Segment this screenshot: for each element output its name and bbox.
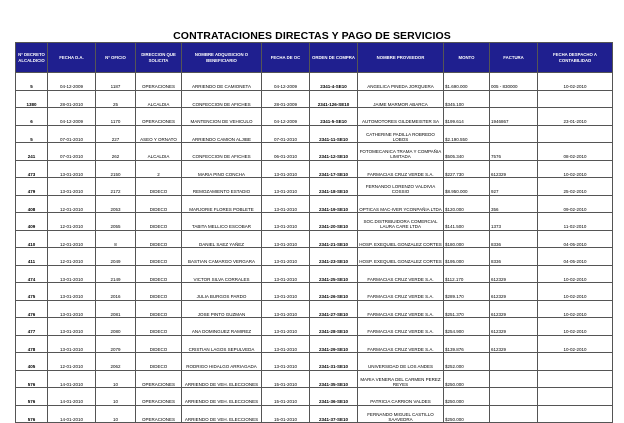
- cell-factura: [490, 353, 538, 371]
- cell-fecha-despacho: [538, 370, 613, 388]
- table-row: [16, 405, 613, 423]
- cell-orden-compra: 2341-36-SE10: [310, 388, 358, 406]
- cell-direccion: DIDECO: [136, 265, 182, 283]
- cell-direccion: OPERACIONES: [136, 388, 182, 406]
- cell-proveedor: SOC.DISTRIBUIDORA COMERCIAL LAURA CARE LTDA: [358, 213, 444, 231]
- cell-oficio: 1187: [96, 73, 136, 91]
- col-header-proveedor: NOMBRE PROVEEDOR: [358, 43, 444, 73]
- cell-factura: 7576: [490, 143, 538, 161]
- cell-fecha-oc: 13-01-2010: [262, 160, 310, 178]
- cell-fecha-oc: 07-01-2010: [262, 125, 310, 143]
- cell-monto: $505.340: [444, 143, 490, 161]
- cell-monto: $252.000: [444, 353, 490, 371]
- cell-oficio: 2062: [96, 353, 136, 371]
- cell-decreto: 576: [16, 370, 48, 388]
- cell-direccion: DIDECO: [136, 195, 182, 213]
- cell-orden-compra: 2341-19-SE10: [310, 195, 358, 213]
- cell-oficio: 2149: [96, 265, 136, 283]
- cell-monto: $139.876: [444, 335, 490, 353]
- cell-nombre-adquisicion: RODRIGO HIDALGO ARRIAGADA: [182, 353, 262, 371]
- cell-fecha-da: 13-01-2010: [48, 283, 96, 301]
- cell-nombre-adquisicion: ANA DOMINGUEZ RAMIREZ: [182, 318, 262, 336]
- cell-monto: $345.100: [444, 90, 490, 108]
- cell-orden-compra: 2341-17-SE10: [310, 160, 358, 178]
- cell-fecha-da: 12-01-2010: [48, 195, 96, 213]
- cell-nombre-adquisicion: ARRIENDO DE CAMIONETA: [182, 73, 262, 91]
- cell-decreto: 6: [16, 108, 48, 126]
- cell-monto: $120.000: [444, 195, 490, 213]
- cell-factura: [490, 370, 538, 388]
- cell-decreto: 473: [16, 160, 48, 178]
- cell-fecha-oc: 28-01-2009: [262, 90, 310, 108]
- cell-orden-compra: 2341-4-SE10: [310, 73, 358, 91]
- cell-factura: 8336: [490, 230, 538, 248]
- cell-decreto: 475: [16, 283, 48, 301]
- cell-factura: [490, 388, 538, 406]
- cell-orden-compra: 2341-126-SE10: [310, 90, 358, 108]
- cell-monto: $1.690.000: [444, 73, 490, 91]
- table-row: [16, 248, 613, 266]
- cell-fecha-despacho: 11-02-2010: [538, 213, 613, 231]
- cell-factura: [490, 125, 538, 143]
- cell-factura: 1373: [490, 213, 538, 231]
- cell-monto: $250.000: [444, 370, 490, 388]
- table-row: [16, 300, 613, 318]
- cell-oficio: 227: [96, 125, 136, 143]
- cell-decreto: 479: [16, 178, 48, 196]
- cell-direccion: DIDECO: [136, 248, 182, 266]
- cell-monto: $180.000: [444, 230, 490, 248]
- cell-oficio: 1170: [96, 108, 136, 126]
- table-row: [16, 265, 613, 283]
- cell-monto: $250.000: [444, 405, 490, 423]
- cell-direccion: ALCALDIA: [136, 143, 182, 161]
- table-row: [16, 335, 613, 353]
- cell-direccion: ALCALDIA: [136, 90, 182, 108]
- cell-fecha-da: 14-01-2010: [48, 370, 96, 388]
- col-header-factura: FACTURA: [490, 43, 538, 73]
- cell-oficio: 25: [96, 90, 136, 108]
- cell-decreto: 5: [16, 73, 48, 91]
- cell-fecha-da: 07-01-2010: [48, 143, 96, 161]
- cell-monto: $251.370: [444, 300, 490, 318]
- cell-direccion: DIDECO: [136, 178, 182, 196]
- cell-nombre-adquisicion: VICTOR SILVA CORRALES: [182, 265, 262, 283]
- table-row: [16, 143, 613, 161]
- cell-nombre-adquisicion: ARRIENDO DE VEH. ELECCIONES: [182, 370, 262, 388]
- cell-fecha-despacho: [538, 125, 613, 143]
- cell-monto: $8.950.000: [444, 178, 490, 196]
- cell-monto: $195.000: [444, 248, 490, 266]
- cell-fecha-oc: 13-01-2010: [262, 178, 310, 196]
- cell-fecha-oc: 13-01-2010: [262, 248, 310, 266]
- table-row: [16, 90, 613, 108]
- cell-fecha-despacho: 10-02-2010: [538, 300, 613, 318]
- cell-monto: $227.730: [444, 160, 490, 178]
- table-row: [16, 108, 613, 126]
- cell-nombre-adquisicion: JOSE PINTO GUZMAN: [182, 300, 262, 318]
- cell-fecha-oc: 13-01-2010: [262, 318, 310, 336]
- cell-proveedor: HOSP. EXEQUIEL GONZALEZ CORTES: [358, 230, 444, 248]
- cell-factura: 612329: [490, 335, 538, 353]
- cell-nombre-adquisicion: MARJORIE FLORES POBLETE: [182, 195, 262, 213]
- cell-fecha-despacho: 10-02-2010: [538, 160, 613, 178]
- cell-proveedor: FARMACIAS CRUZ VERDE S.A.: [358, 300, 444, 318]
- cell-oficio: 262: [96, 143, 136, 161]
- cell-oficio: 2055: [96, 213, 136, 231]
- cell-orden-compra: 2341-21-SE10: [310, 230, 358, 248]
- cell-factura: 8336: [490, 248, 538, 266]
- cell-fecha-da: 07-01-2010: [48, 125, 96, 143]
- cell-direccion: OPERACIONES: [136, 405, 182, 423]
- cell-monto: $2.190.550: [444, 125, 490, 143]
- cell-oficio: 10: [96, 405, 136, 423]
- cell-nombre-adquisicion: REMOZAMIENTO ESTADIO: [182, 178, 262, 196]
- cell-decreto: 477: [16, 318, 48, 336]
- table-row: [16, 213, 613, 231]
- cell-decreto: 241: [16, 143, 48, 161]
- cell-nombre-adquisicion: MANTENCION DE VEHICULO: [182, 108, 262, 126]
- table-row: [16, 73, 613, 91]
- cell-factura: 612329: [490, 300, 538, 318]
- cell-fecha-oc: 13-01-2010: [262, 195, 310, 213]
- cell-proveedor: FOTOMECANICA TRAMA Y COMPAÑIA LIMITADA: [358, 143, 444, 161]
- cell-decreto: 409: [16, 213, 48, 231]
- cell-orden-compra: 2341-18-SE10: [310, 178, 358, 196]
- cell-orden-compra: 2341-26-SE10: [310, 283, 358, 301]
- cell-proveedor: CATHERINE PADILLA ROBREDO LOBOS: [358, 125, 444, 143]
- cell-proveedor: FARMACIAS CRUZ VERDE S.A.: [358, 160, 444, 178]
- cell-monto: $141.500: [444, 213, 490, 231]
- cell-fecha-despacho: 25-02-2010: [538, 178, 613, 196]
- cell-direccion: OPERACIONES: [136, 73, 182, 91]
- cell-fecha-despacho: [538, 353, 613, 371]
- cell-fecha-da: 12-01-2010: [48, 213, 96, 231]
- cell-decreto: 476: [16, 300, 48, 318]
- cell-fecha-da: 12-01-2010: [48, 248, 96, 266]
- col-header-fecha-despacho: FECHA DESPACHO A CONTABILIDAD: [538, 43, 613, 73]
- cell-decreto: 474: [16, 265, 48, 283]
- cell-fecha-despacho: 08-02-2010: [538, 143, 613, 161]
- cell-proveedor: FARMACIAS CRUZ VERDE S.A.: [358, 335, 444, 353]
- cell-factura: [490, 405, 538, 423]
- cell-direccion: DIDECO: [136, 213, 182, 231]
- cell-fecha-da: 13-01-2010: [48, 335, 96, 353]
- cell-oficio: 8: [96, 230, 136, 248]
- cell-fecha-despacho: 10-02-2010: [538, 265, 613, 283]
- cell-orden-compra: 2341-5-SE10: [310, 108, 358, 126]
- col-header-orden-compra: ORDEN DE COMPRA: [310, 43, 358, 73]
- cell-oficio: 10: [96, 370, 136, 388]
- cell-factura: 612329: [490, 265, 538, 283]
- table-row: [16, 353, 613, 371]
- col-header-nombre-adquisicion: NOMBRE ADQUISICION O BENEFICIARIO: [182, 43, 262, 73]
- cell-monto: $250.000: [444, 388, 490, 406]
- cell-fecha-despacho: 10-02-2010: [538, 335, 613, 353]
- cell-fecha-da: 14-01-2010: [48, 388, 96, 406]
- cell-decreto: 408: [16, 195, 48, 213]
- cell-fecha-da: 28-01-2010: [48, 90, 96, 108]
- cell-direccion: DIDECO: [136, 318, 182, 336]
- cell-fecha-despacho: [538, 90, 613, 108]
- cell-proveedor: JAIME MARMOR ABARCA: [358, 90, 444, 108]
- cell-decreto: 410: [16, 230, 48, 248]
- cell-fecha-da: 12-01-2010: [48, 230, 96, 248]
- cell-factura: 612329: [490, 318, 538, 336]
- cell-fecha-da: 13-01-2010: [48, 300, 96, 318]
- col-header-monto: MONTO: [444, 43, 490, 73]
- table-header-row: [16, 43, 613, 73]
- cell-nombre-adquisicion: CRISTIAN LAGOS SEPULVEDA: [182, 335, 262, 353]
- cell-proveedor: HOSP. EXEQUIEL GONZALEZ CORTES: [358, 248, 444, 266]
- cell-fecha-oc: 15-01-2010: [262, 405, 310, 423]
- cell-orden-compra: 2341-25-SE10: [310, 265, 358, 283]
- cell-nombre-adquisicion: ARRIENDO DE VEH. ELECCIONES: [182, 405, 262, 423]
- cell-fecha-despacho: [538, 388, 613, 406]
- cell-fecha-oc: 13-01-2010: [262, 335, 310, 353]
- cell-fecha-despacho: 04-05-2010: [538, 248, 613, 266]
- cell-proveedor: FARMACIAS CRUZ VERDE S.A.: [358, 265, 444, 283]
- cell-monto: $112.170: [444, 265, 490, 283]
- table-row: [16, 230, 613, 248]
- cell-proveedor: FARMACIAS CRUZ VERDE S.A.: [358, 283, 444, 301]
- table-row: [16, 195, 613, 213]
- cell-fecha-da: 13-01-2010: [48, 265, 96, 283]
- cell-direccion: DIDECO: [136, 283, 182, 301]
- cell-fecha-oc: 13-01-2010: [262, 265, 310, 283]
- cell-factura: 005 - 830000: [490, 73, 538, 91]
- cell-fecha-da: 14-01-2010: [48, 405, 96, 423]
- cell-oficio: 2080: [96, 318, 136, 336]
- cell-factura: 356: [490, 195, 538, 213]
- cell-fecha-oc: 15-01-2010: [262, 370, 310, 388]
- cell-oficio: 2079: [96, 335, 136, 353]
- cell-decreto: 405: [16, 353, 48, 371]
- cell-fecha-despacho: 09-02-2010: [538, 195, 613, 213]
- cell-proveedor: AUTOMOTORES GILDEMEISTER SA: [358, 108, 444, 126]
- cell-fecha-oc: 13-01-2010: [262, 213, 310, 231]
- cell-nombre-adquisicion: ARRIENDO DE VEH. ELECCIONES: [182, 388, 262, 406]
- cell-fecha-oc: 15-01-2010: [262, 388, 310, 406]
- cell-nombre-adquisicion: JULIA BURGOS PARDO: [182, 283, 262, 301]
- cell-direccion: ASEO Y ORNATO: [136, 125, 182, 143]
- cell-proveedor: FARMACIAS CRUZ VERDE S.A.: [358, 318, 444, 336]
- cell-fecha-oc: 04-12-2009: [262, 108, 310, 126]
- table-row: [16, 388, 613, 406]
- cell-oficio: 2016: [96, 283, 136, 301]
- cell-nombre-adquisicion: ARRIENDO CAMION ALJIBE: [182, 125, 262, 143]
- cell-fecha-despacho: 10-02-2010: [538, 73, 613, 91]
- cell-decreto: 1380: [16, 90, 48, 108]
- cell-proveedor: ANGELICA PINEDA JORQUERA: [358, 73, 444, 91]
- cell-proveedor: FERNANDO LORENZO VALDIVIA COSSIO: [358, 178, 444, 196]
- col-header-oficio: Nº OFICIO: [96, 43, 136, 73]
- cell-orden-compra: 2341-29-SE10: [310, 335, 358, 353]
- cell-factura: 1946867: [490, 108, 538, 126]
- cell-direccion: 2: [136, 160, 182, 178]
- cell-decreto: 576: [16, 405, 48, 423]
- cell-decreto: 411: [16, 248, 48, 266]
- cell-orden-compra: 2341-27-SE10: [310, 300, 358, 318]
- cell-fecha-da: 13-01-2010: [48, 160, 96, 178]
- cell-direccion: DIDECO: [136, 230, 182, 248]
- cell-fecha-oc: 04-12-2009: [262, 73, 310, 91]
- cell-fecha-despacho: 10-02-2010: [538, 283, 613, 301]
- cell-nombre-adquisicion: CONFECCION DE AFICHES: [182, 143, 262, 161]
- cell-proveedor: PATRICIA CARRION VALDES: [358, 388, 444, 406]
- cell-nombre-adquisicion: TABITA MELLICO ESCOBAR: [182, 213, 262, 231]
- cell-fecha-da: 13-01-2010: [48, 318, 96, 336]
- cell-proveedor: MARIA VENERA DEL CARMEN PEREZ REYES: [358, 370, 444, 388]
- cell-monto: $289.170: [444, 283, 490, 301]
- cell-direccion: DIDECO: [136, 300, 182, 318]
- cell-monto: $254.900: [444, 318, 490, 336]
- cell-fecha-da: 12-01-2010: [48, 353, 96, 371]
- cell-oficio: 2053: [96, 195, 136, 213]
- cell-fecha-oc: 13-01-2010: [262, 353, 310, 371]
- table-row: [16, 370, 613, 388]
- cell-fecha-oc: 13-01-2010: [262, 300, 310, 318]
- cell-fecha-oc: 06-01-2010: [262, 143, 310, 161]
- cell-proveedor: UNIVERSIDAD DE LOS ANDES: [358, 353, 444, 371]
- page-title: CONTRATACIONES DIRECTAS Y PAGO DE SERVICIOS: [173, 30, 451, 42]
- cell-orden-compra: 2341-37-SE10: [310, 405, 358, 423]
- cell-fecha-despacho: 10-02-2010: [538, 318, 613, 336]
- cell-fecha-oc: 13-01-2010: [262, 283, 310, 301]
- cell-direccion: OPERACIONES: [136, 370, 182, 388]
- cell-oficio: 2049: [96, 248, 136, 266]
- cell-nombre-adquisicion: BASTIAN CAMARGO VERGARA: [182, 248, 262, 266]
- cell-nombre-adquisicion: CONFECCION DE AFICHES: [182, 90, 262, 108]
- col-header-fecha-oc: FECHA DE OC: [262, 43, 310, 73]
- contracts-table: [15, 42, 613, 423]
- cell-direccion: OPERACIONES: [136, 108, 182, 126]
- cell-fecha-da: 13-01-2010: [48, 178, 96, 196]
- cell-oficio: 2081: [96, 300, 136, 318]
- cell-orden-compra: 2341-23-SE10: [310, 248, 358, 266]
- cell-orden-compra: 2341-28-SE10: [310, 318, 358, 336]
- cell-proveedor: FERNANDO MIGUEL CASTILLO SAAVEDRA: [358, 405, 444, 423]
- cell-proveedor: OPTICAS MAC-IVER YCONPAÑIA LTDA: [358, 195, 444, 213]
- table-row: [16, 178, 613, 196]
- cell-oficio: 2172: [96, 178, 136, 196]
- cell-fecha-da: 04-12-2009: [48, 108, 96, 126]
- col-header-decreto: Nº DECRETO ALCALDICIO: [16, 43, 48, 73]
- table-row: [16, 318, 613, 336]
- cell-nombre-adquisicion: DANIEL SAEZ YAÑEZ: [182, 230, 262, 248]
- cell-decreto: 478: [16, 335, 48, 353]
- cell-orden-compra: 2341-11-SE10: [310, 125, 358, 143]
- cell-decreto: 5: [16, 125, 48, 143]
- cell-orden-compra: 2341-35-SE10: [310, 370, 358, 388]
- cell-factura: 612329: [490, 160, 538, 178]
- table-row: [16, 160, 613, 178]
- cell-oficio: 10: [96, 388, 136, 406]
- cell-factura: 927: [490, 178, 538, 196]
- cell-direccion: DIDECO: [136, 335, 182, 353]
- col-header-fecha-da: FECHA D.A.: [48, 43, 96, 73]
- cell-monto: $199.614: [444, 108, 490, 126]
- cell-orden-compra: 2341-20-SE10: [310, 213, 358, 231]
- cell-factura: 612329: [490, 283, 538, 301]
- table-row: [16, 125, 613, 143]
- cell-fecha-da: 04-12-2009: [48, 73, 96, 91]
- table-row: [16, 283, 613, 301]
- cell-nombre-adquisicion: MARIA PINO CONCHA: [182, 160, 262, 178]
- cell-decreto: 576: [16, 388, 48, 406]
- cell-fecha-despacho: 23-01-2010: [538, 108, 613, 126]
- cell-orden-compra: 2341-31-SE10: [310, 353, 358, 371]
- cell-factura: [490, 90, 538, 108]
- cell-direccion: DIDECO: [136, 353, 182, 371]
- cell-fecha-despacho: [538, 405, 613, 423]
- table-body: [16, 73, 613, 423]
- cell-fecha-despacho: 04-05-2010: [538, 230, 613, 248]
- cell-oficio: 2150: [96, 160, 136, 178]
- col-header-direccion: DIRECCION QUE SOLICITA: [136, 43, 182, 73]
- cell-orden-compra: 2341-12-SE10: [310, 143, 358, 161]
- cell-fecha-oc: 13-01-2010: [262, 230, 310, 248]
